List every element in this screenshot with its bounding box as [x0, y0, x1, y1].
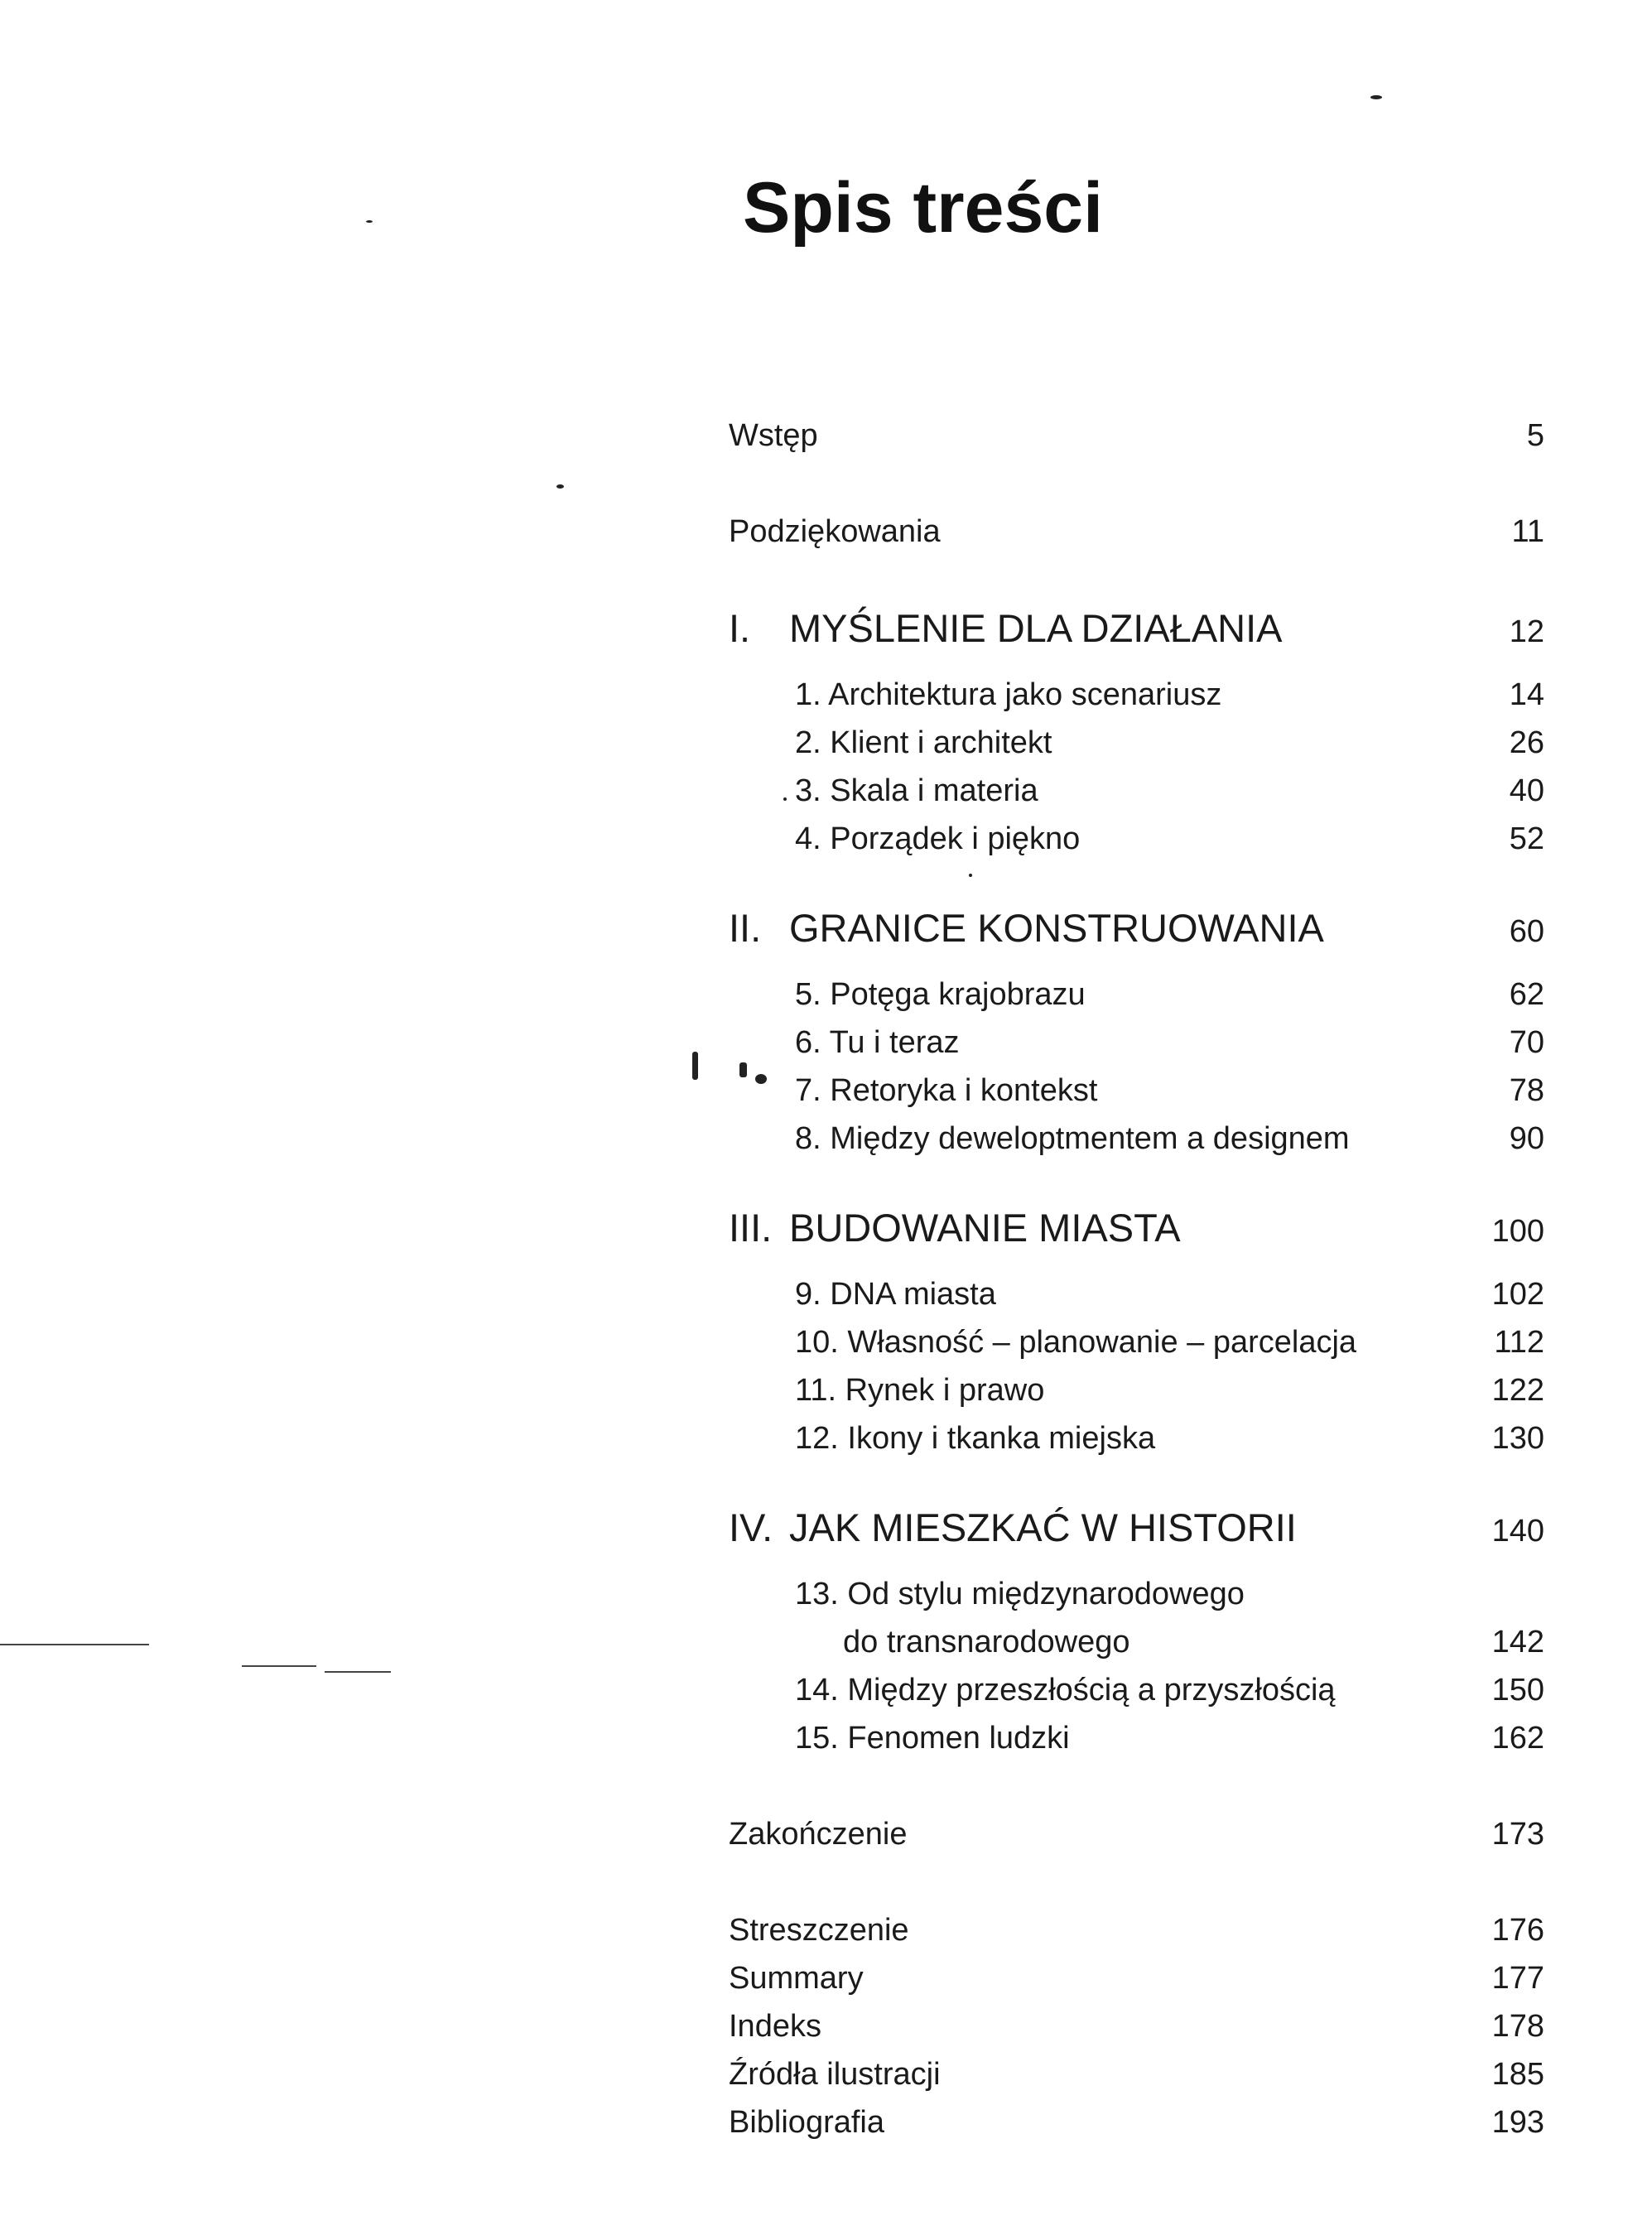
toc-part-2[interactable]: [729, 906, 1544, 950]
toc-chapter-page: 130: [1491, 1421, 1544, 1456]
toc-chapter[interactable]: [795, 1578, 1544, 1610]
toc-chapter[interactable]: [795, 1375, 1544, 1406]
scan-speck: [556, 484, 564, 489]
toc-part-numeral: II.: [729, 906, 762, 950]
toc-chapter-page: 122: [1491, 1373, 1544, 1408]
toc-part-page: 140: [1491, 1514, 1544, 1549]
scan-speck: [783, 797, 787, 801]
toc-entry-abstract-pl[interactable]: [729, 1915, 1544, 1946]
toc-part-title: BUDOWANIE MIASTA: [789, 1206, 1181, 1250]
toc-chapter-page: 14: [1509, 677, 1544, 712]
toc-chapter-label: 3. Skala i materia: [795, 773, 1038, 808]
toc-part-numeral: I.: [729, 606, 751, 650]
toc-part-label: [729, 1505, 1297, 1549]
scan-speck: [969, 874, 972, 877]
scan-speck: [1370, 95, 1382, 99]
toc-chapter-page: 40: [1509, 773, 1544, 808]
toc-part-numeral: III.: [729, 1206, 773, 1250]
toc-entry-acknowledgements[interactable]: [729, 516, 1544, 547]
scan-speck: [755, 1074, 767, 1084]
toc-part-4[interactable]: [729, 1505, 1544, 1549]
toc-part-title: JAK MIESZKAĆ W HISTORII: [789, 1505, 1297, 1549]
toc-entry-bibliography[interactable]: [729, 2107, 1544, 2138]
toc-chapter-page: 90: [1509, 1121, 1544, 1156]
toc-chapter-page: 52: [1509, 821, 1544, 856]
toc-chapter-label: 15. Fenomen ludzki: [795, 1721, 1070, 1756]
toc-chapter-label: 12. Ikony i tkanka miejska: [795, 1421, 1156, 1456]
toc-chapter-continued[interactable]: [843, 1626, 1544, 1658]
toc-part-3[interactable]: [729, 1206, 1544, 1250]
scan-speck: [366, 220, 373, 223]
toc-entry-label: Streszczenie: [729, 1913, 909, 1948]
scan-line: [325, 1671, 391, 1673]
toc-entry-label: Summary: [729, 1961, 864, 1996]
toc-entry-page: 5: [1526, 418, 1544, 453]
toc-chapter[interactable]: [795, 979, 1544, 1010]
toc-chapter-label: 2. Klient i architekt: [795, 725, 1052, 760]
toc-entry-page: 177: [1491, 1961, 1544, 1996]
toc-part-page: 12: [1509, 614, 1544, 649]
toc-chapter-label: 13. Od stylu międzynarodowego: [795, 1577, 1245, 1611]
toc-entry-label: Podziękowania: [729, 514, 941, 549]
toc-chapter-page: 26: [1509, 725, 1544, 760]
toc-part-1[interactable]: [729, 606, 1544, 650]
toc-chapter-page: 162: [1491, 1721, 1544, 1756]
toc-chapter[interactable]: [795, 1123, 1544, 1154]
toc-part-title: MYŚLENIE DLA DZIAŁANIA: [789, 606, 1283, 650]
toc-chapter-label: 1. Architektura jako scenariusz: [795, 677, 1222, 712]
scan-line: [242, 1665, 316, 1667]
toc-chapter-page: 102: [1491, 1277, 1544, 1312]
toc-chapter[interactable]: [795, 1075, 1544, 1106]
toc-chapter-page: 142: [1491, 1625, 1544, 1659]
toc-chapter-label: 14. Między przeszłością a przyszłością: [795, 1673, 1336, 1708]
toc-part-page: 100: [1491, 1214, 1544, 1249]
scan-speck: [739, 1062, 747, 1077]
toc-chapter-label: 9. DNA miasta: [795, 1277, 996, 1312]
toc-chapter[interactable]: [795, 1722, 1544, 1754]
toc-entry-label: Wstęp: [729, 418, 818, 453]
toc-chapter-page: 78: [1509, 1073, 1544, 1108]
toc-part-label: [729, 906, 1324, 950]
scan-speck: [692, 1052, 698, 1080]
toc-entry-conclusion[interactable]: [729, 1818, 1544, 1850]
toc-entry-index[interactable]: [729, 2011, 1544, 2042]
toc-entry-page: 11: [1511, 514, 1544, 549]
toc-part-label: [729, 1206, 1181, 1250]
toc-chapter-label: 7. Retoryka i kontekst: [795, 1073, 1098, 1108]
toc-chapter[interactable]: [795, 1027, 1544, 1058]
toc-chapter-label: 8. Między deweloptmentem a designem: [795, 1121, 1350, 1156]
toc-entry-page: 193: [1491, 2105, 1544, 2140]
toc-chapter[interactable]: [795, 1423, 1544, 1454]
toc-chapter-label: 4. Porządek i piękno: [795, 821, 1081, 856]
toc-chapter[interactable]: [795, 727, 1544, 759]
toc-part-page: 60: [1509, 914, 1544, 949]
toc-chapter[interactable]: [795, 1327, 1544, 1358]
toc-chapter-label: 10. Własność – planowanie – parcelacja: [795, 1325, 1357, 1360]
toc-entry-page: 185: [1491, 2057, 1544, 2092]
scan-line: [0, 1644, 149, 1645]
toc-part-numeral: IV.: [729, 1505, 773, 1549]
toc-entry-page: 173: [1491, 1817, 1544, 1852]
toc-chapter-page: 70: [1509, 1025, 1544, 1060]
toc-entry-label: Bibliografia: [729, 2105, 884, 2140]
toc-entry-illustration-sources[interactable]: [729, 2059, 1544, 2090]
toc-chapter[interactable]: [795, 1674, 1544, 1706]
toc-part-title: GRANICE KONSTRUOWANIA: [789, 906, 1324, 950]
toc-chapter-label: 6. Tu i teraz: [795, 1025, 960, 1060]
toc-entry-label: Zakończenie: [729, 1817, 908, 1852]
toc-entry-page: 176: [1491, 1913, 1544, 1948]
toc-entry-page: 178: [1491, 2009, 1544, 2044]
toc-chapter[interactable]: [795, 1279, 1544, 1310]
toc-part-label: [729, 606, 1283, 650]
page-title: Spis treści: [743, 168, 1103, 248]
toc-chapter-page: 112: [1494, 1325, 1544, 1360]
toc-chapter[interactable]: [795, 775, 1544, 807]
toc-chapter-page: 62: [1509, 977, 1544, 1012]
toc-chapter-label: do transnarodowego: [843, 1625, 1130, 1659]
toc-entry-label: Źródła ilustracji: [729, 2057, 941, 2092]
toc-chapter-label: 5. Potęga krajobrazu: [795, 977, 1086, 1012]
toc-chapter[interactable]: [795, 679, 1544, 710]
toc-chapter-label: 11. Rynek i prawo: [795, 1373, 1045, 1408]
toc-entry-intro[interactable]: [729, 420, 1544, 451]
toc-entry-summary[interactable]: [729, 1963, 1544, 1994]
toc-chapter-page: 150: [1491, 1673, 1544, 1708]
toc-chapter[interactable]: [795, 823, 1544, 855]
toc-entry-label: Indeks: [729, 2009, 821, 2044]
